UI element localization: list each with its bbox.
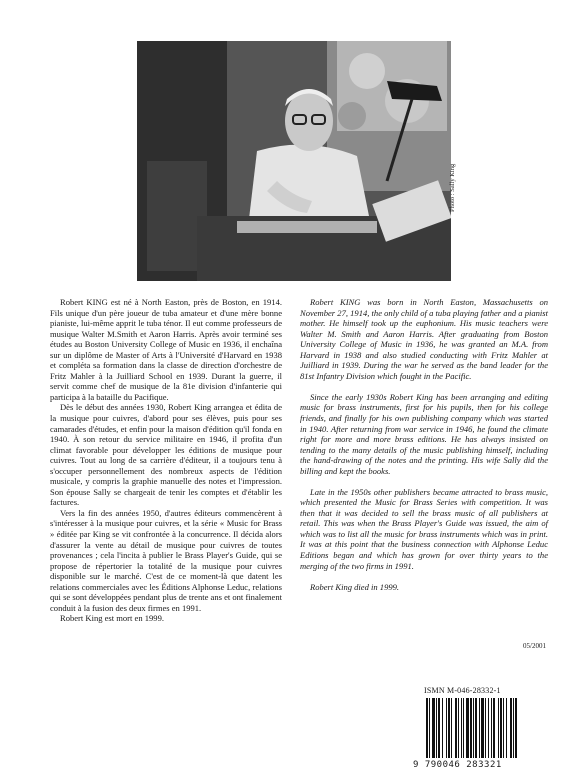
french-paragraph: Dès le début des années 1930, Robert King arrangea et édita de la musique pour cuivres, d'abord pour ses élèves, puis pour ses camarades d'études, et enfin pour la maison d'édition qu'il fonda en 1940. À son retour du service militaire en 1946, il profita d'un climat favorable pour développer les éditions de musique pour cuivres. Tout au long de sa carrière d'éditeur, il a toujours tenu à s'occuper personnellement des nombreux aspects de l'édition musicale, y compris la graphie manuelle des notes et l'impression. Son épouse Sally se chargeait de tenir les comptes et d'établir les factures. bbox=[50, 402, 282, 508]
english-paragraph: Robert King died in 1999. bbox=[310, 581, 400, 592]
french-text-column bbox=[50, 297, 282, 624]
french-paragraph: Vers la fin des années 1950, d'autres éditeurs commencèrent à s'intéresser à la musique pour cuivres, et la série « Music for Brass » éditée par King se vit confrontée à la concurrence. Il décida alors d'assurer la vente au détail de musique pour cuivres de toutes provenances ; cela l'incita à publier le Brass Player's Guide, qui se propose de répertorier la totalité de la musique pour cuivres disponible sur le marché. C'est de ce moment-là que datent les relations commerciales avec les Éditions Alphonse Leduc, relations qui se sont développées pendant plus de trente ans et ont finalement conduit à la fusion des deux firmes en 1991. bbox=[50, 507, 282, 613]
barcode-number: 9 790046 283321 bbox=[413, 760, 502, 770]
barcode-image bbox=[424, 698, 548, 758]
portrait-photo bbox=[137, 41, 451, 281]
french-paragraph: Robert KING est né à North Easton, près de Boston, en 1914. Fils unique d'un père joueur de tuba amateur et d'une mère bonne pianiste, lui-même apprit le tuba ténor. Il eut comme professeurs de musique Walter M.Smith et Aaron Harris. Après avoir terminé ses études au Boston University College of Music en 1936, il enchaîna sur un diplôme de Master of Arts à l'Université d'Harvard en 1938 et compléta sa formation dans la classe de direction d'orchestre de Fritz Mahler à la Juilliard School en 1939. Durant la guerre, il servit comme chef de musique de la 81e division d'infanterie qui participa à la bataille du Pacifique. bbox=[50, 297, 282, 402]
english-paragraph: Late in the 1950s other publishers became attracted to brass music, which presented the Music for Brass Series with competition. It was then that it was decided to sell the brass music of all publishers at retail. This was when the Brass Player's Guide was issued, the aim of which was to list all the music for brass instruments which was in print. It was at this point that the business connection with Alphonse Leduc Editions began and which has grown for over thirty years to the merging of the two firms in 1991. bbox=[300, 486, 548, 571]
french-paragraph: Robert King est mort en 1999. bbox=[60, 613, 164, 624]
photo-credit: Photo : Sally King bbox=[449, 163, 456, 212]
english-paragraph: Since the early 1930s Robert King has been arranging and editing music for brass instruments, first for his pupils, then for his college friends, and finally for his own publishing company which was started in 1940. After returning from war service in 1946, he found the climate right for more and more brass editions. He has always insisted on tending to the many details of the music publishing himself, including the hand-drawing of the notes and the printing. His wife Sally did the billing and kept the books. bbox=[300, 391, 548, 476]
print-date: 05/2001 bbox=[523, 642, 546, 650]
english-text-column bbox=[300, 297, 548, 603]
photo-image bbox=[137, 41, 451, 281]
english-paragraph: Robert KING was born in North Easton, Massachusetts on November 27, 1914, the only child of a tuba playing father and a pianist mother. He himself took up the euphonium. His music teachers were Walter M. Smith and Aaron Harris. After graduating from Boston University College of Music in 1936, he was granted an M.A. from Harvard in 1938 and also studied conducting with Fritz Mahler at Juilliard in 1939. During the war he served as the band leader for the 81st Infantry Division which fought in the Pacific. bbox=[300, 297, 548, 381]
ismn-label: ISMN M-046-28332-1 bbox=[424, 686, 501, 695]
